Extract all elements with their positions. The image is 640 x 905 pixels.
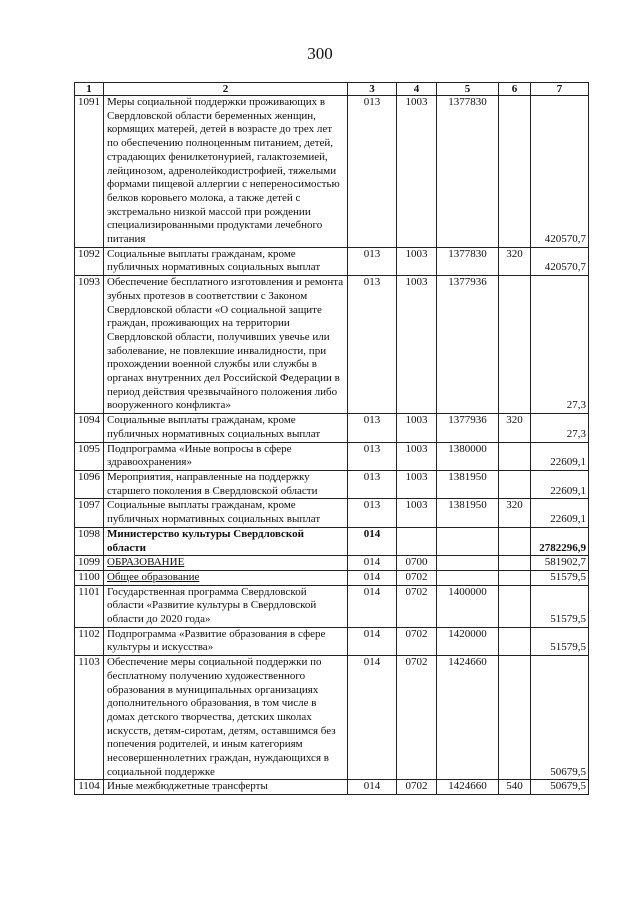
amount-cell: 22609,1 — [531, 442, 589, 470]
row-number-cell: 1101 — [75, 585, 104, 627]
row-name-cell: Иные межбюджетные трансферты — [104, 780, 348, 795]
target-code-cell: 1377830 — [437, 96, 499, 248]
table-row — [75, 276, 589, 414]
section-code-cell: 0702 — [397, 656, 437, 780]
target-code-cell: 1424660 — [437, 780, 499, 795]
row-name-cell: Общее образование — [104, 570, 348, 585]
target-code-cell: 1400000 — [437, 585, 499, 627]
table-row — [75, 470, 589, 498]
section-code-cell: 0700 — [397, 556, 437, 571]
header-cell: 1 — [75, 83, 104, 96]
table-row — [75, 627, 589, 655]
target-code-cell — [437, 570, 499, 585]
section-code-cell: 1003 — [397, 470, 437, 498]
expense-type-cell — [499, 527, 531, 555]
table-row — [75, 527, 589, 555]
row-number-cell: 1093 — [75, 276, 104, 414]
expense-type-cell: 320 — [499, 414, 531, 442]
section-code-cell: 1003 — [397, 414, 437, 442]
amount-cell: 27,3 — [531, 276, 589, 414]
table-body — [75, 96, 589, 795]
ministry-code-cell: 013 — [348, 499, 397, 527]
target-code-cell: 1377936 — [437, 414, 499, 442]
expense-type-cell — [499, 276, 531, 414]
ministry-code-cell: 014 — [348, 780, 397, 795]
table-row — [75, 414, 589, 442]
section-code-cell: 1003 — [397, 442, 437, 470]
table-row — [75, 780, 589, 795]
table-row — [75, 656, 589, 780]
expense-type-cell: 320 — [499, 247, 531, 275]
amount-cell: 22609,1 — [531, 470, 589, 498]
ministry-code-cell: 013 — [348, 247, 397, 275]
budget-table — [74, 82, 589, 795]
table-row — [75, 96, 589, 248]
row-name-cell: Социальные выплаты гражданам, кроме публичных нормативных социальных выплат — [104, 499, 348, 527]
amount-cell: 51579,5 — [531, 570, 589, 585]
row-name-cell: Министерство культуры Свердловской области — [104, 527, 348, 555]
ministry-code-cell: 013 — [348, 470, 397, 498]
target-code-cell: 1380000 — [437, 442, 499, 470]
target-code-cell: 1377830 — [437, 247, 499, 275]
table-header-row — [75, 83, 589, 96]
header-cell: 5 — [437, 83, 499, 96]
amount-cell: 420570,7 — [531, 96, 589, 248]
amount-cell: 27,3 — [531, 414, 589, 442]
row-number-cell: 1097 — [75, 499, 104, 527]
ministry-code-cell: 014 — [348, 627, 397, 655]
row-name-cell: Государственная программа Свердловской области «Развитие культуры в Свердловской области до 2020 года» — [104, 585, 348, 627]
row-number-cell: 1104 — [75, 780, 104, 795]
header-cell: 7 — [531, 83, 589, 96]
table-row — [75, 585, 589, 627]
row-name-cell: Социальные выплаты гражданам, кроме публичных нормативных социальных выплат — [104, 414, 348, 442]
row-name-cell: Социальные выплаты гражданам, кроме публичных нормативных социальных выплат — [104, 247, 348, 275]
row-name-cell: Меры социальной поддержки проживающих в Свердловской области беременных женщин, кормящих матерей, детей в возрасте до трех лет по обеспечению полноценным питанием, детей, страдающих фенилкетонурией, галактоземией, лейцинозом, адренолейкодистрофией, тяжелыми формами пищевой аллергии с непереносимостью белков коровьего молока, а также детей с экстремально низкой массой при рождении специализированными продуктами лечебного питания — [104, 96, 348, 248]
section-code-cell: 0702 — [397, 570, 437, 585]
expense-type-cell — [499, 570, 531, 585]
ministry-code-cell: 014 — [348, 585, 397, 627]
expense-type-cell — [499, 96, 531, 248]
expense-type-cell: 540 — [499, 780, 531, 795]
ministry-code-cell: 014 — [348, 570, 397, 585]
section-code-cell: 1003 — [397, 276, 437, 414]
page-number: 300 — [307, 44, 333, 63]
section-code-cell: 0702 — [397, 780, 437, 795]
ministry-code-cell: 014 — [348, 556, 397, 571]
section-code-cell: 0702 — [397, 585, 437, 627]
row-number-cell: 1099 — [75, 556, 104, 571]
ministry-code-cell: 013 — [348, 276, 397, 414]
table-row — [75, 247, 589, 275]
row-name-cell: ОБРАЗОВАНИЕ — [104, 556, 348, 571]
row-number-cell: 1100 — [75, 570, 104, 585]
table-row — [75, 570, 589, 585]
amount-cell: 51579,5 — [531, 585, 589, 627]
row-name-cell: Подпрограмма «Развитие образования в сфере культуры и искусства» — [104, 627, 348, 655]
section-code-cell: 1003 — [397, 96, 437, 248]
row-number-cell: 1098 — [75, 527, 104, 555]
amount-cell: 581902,7 — [531, 556, 589, 571]
section-code-cell — [397, 527, 437, 555]
header-cell: 6 — [499, 83, 531, 96]
ministry-code-cell: 013 — [348, 414, 397, 442]
row-name-cell: Мероприятия, направленные на поддержку старшего поколения в Свердловской области — [104, 470, 348, 498]
amount-cell: 22609,1 — [531, 499, 589, 527]
expense-type-cell — [499, 470, 531, 498]
target-code-cell: 1377936 — [437, 276, 499, 414]
row-number-cell: 1095 — [75, 442, 104, 470]
row-number-cell: 1094 — [75, 414, 104, 442]
section-code-cell: 1003 — [397, 499, 437, 527]
row-number-cell: 1096 — [75, 470, 104, 498]
expense-type-cell — [499, 627, 531, 655]
expense-type-cell — [499, 585, 531, 627]
row-name-cell: Обеспечение бесплатного изготовления и ремонта зубных протезов в соответствии с Законом Свердловской области «О социальной защите граждан, проживающих на территории Свердловской области, получивших увечье или заболевание, не повлекшие инвалидности, при прохождении военной службы или службы в органах внутренних дел Российской Федерации в период действия чрезвычайного положения либо вооруженного конфликта» — [104, 276, 348, 414]
target-code-cell — [437, 556, 499, 571]
header-cell: 2 — [104, 83, 348, 96]
row-name-cell: Подпрограмма «Иные вопросы в сфере здравоохранения» — [104, 442, 348, 470]
expense-type-cell: 320 — [499, 499, 531, 527]
target-code-cell: 1381950 — [437, 470, 499, 498]
table-row — [75, 556, 589, 571]
section-code-cell: 1003 — [397, 247, 437, 275]
ministry-code-cell: 013 — [348, 442, 397, 470]
amount-cell: 420570,7 — [531, 247, 589, 275]
table-row — [75, 499, 589, 527]
amount-cell: 51579,5 — [531, 627, 589, 655]
amount-cell: 2782296,9 — [531, 527, 589, 555]
expense-type-cell — [499, 556, 531, 571]
row-number-cell: 1091 — [75, 96, 104, 248]
target-code-cell: 1424660 — [437, 656, 499, 780]
target-code-cell — [437, 527, 499, 555]
ministry-code-cell: 014 — [348, 527, 397, 555]
expense-type-cell — [499, 656, 531, 780]
row-number-cell: 1102 — [75, 627, 104, 655]
row-number-cell: 1103 — [75, 656, 104, 780]
ministry-code-cell: 013 — [348, 96, 397, 248]
table-row — [75, 442, 589, 470]
section-code-cell: 0702 — [397, 627, 437, 655]
row-name-cell: Обеспечение меры социальной поддержки по бесплатному получению художественного образования в муниципальных организациях дополнительного образования, в том числе в домах детского творчества, детских школах искусств, детям-сиротам, детям, оставшимся без попечения родителей, и иным категориям несовершеннолетних граждан, нуждающихся в социальной поддержке — [104, 656, 348, 780]
header-cell: 3 — [348, 83, 397, 96]
target-code-cell: 1420000 — [437, 627, 499, 655]
amount-cell: 50679,5 — [531, 656, 589, 780]
target-code-cell: 1381950 — [437, 499, 499, 527]
row-number-cell: 1092 — [75, 247, 104, 275]
amount-cell: 50679,5 — [531, 780, 589, 795]
header-cell: 4 — [397, 83, 437, 96]
expense-type-cell — [499, 442, 531, 470]
ministry-code-cell: 014 — [348, 656, 397, 780]
